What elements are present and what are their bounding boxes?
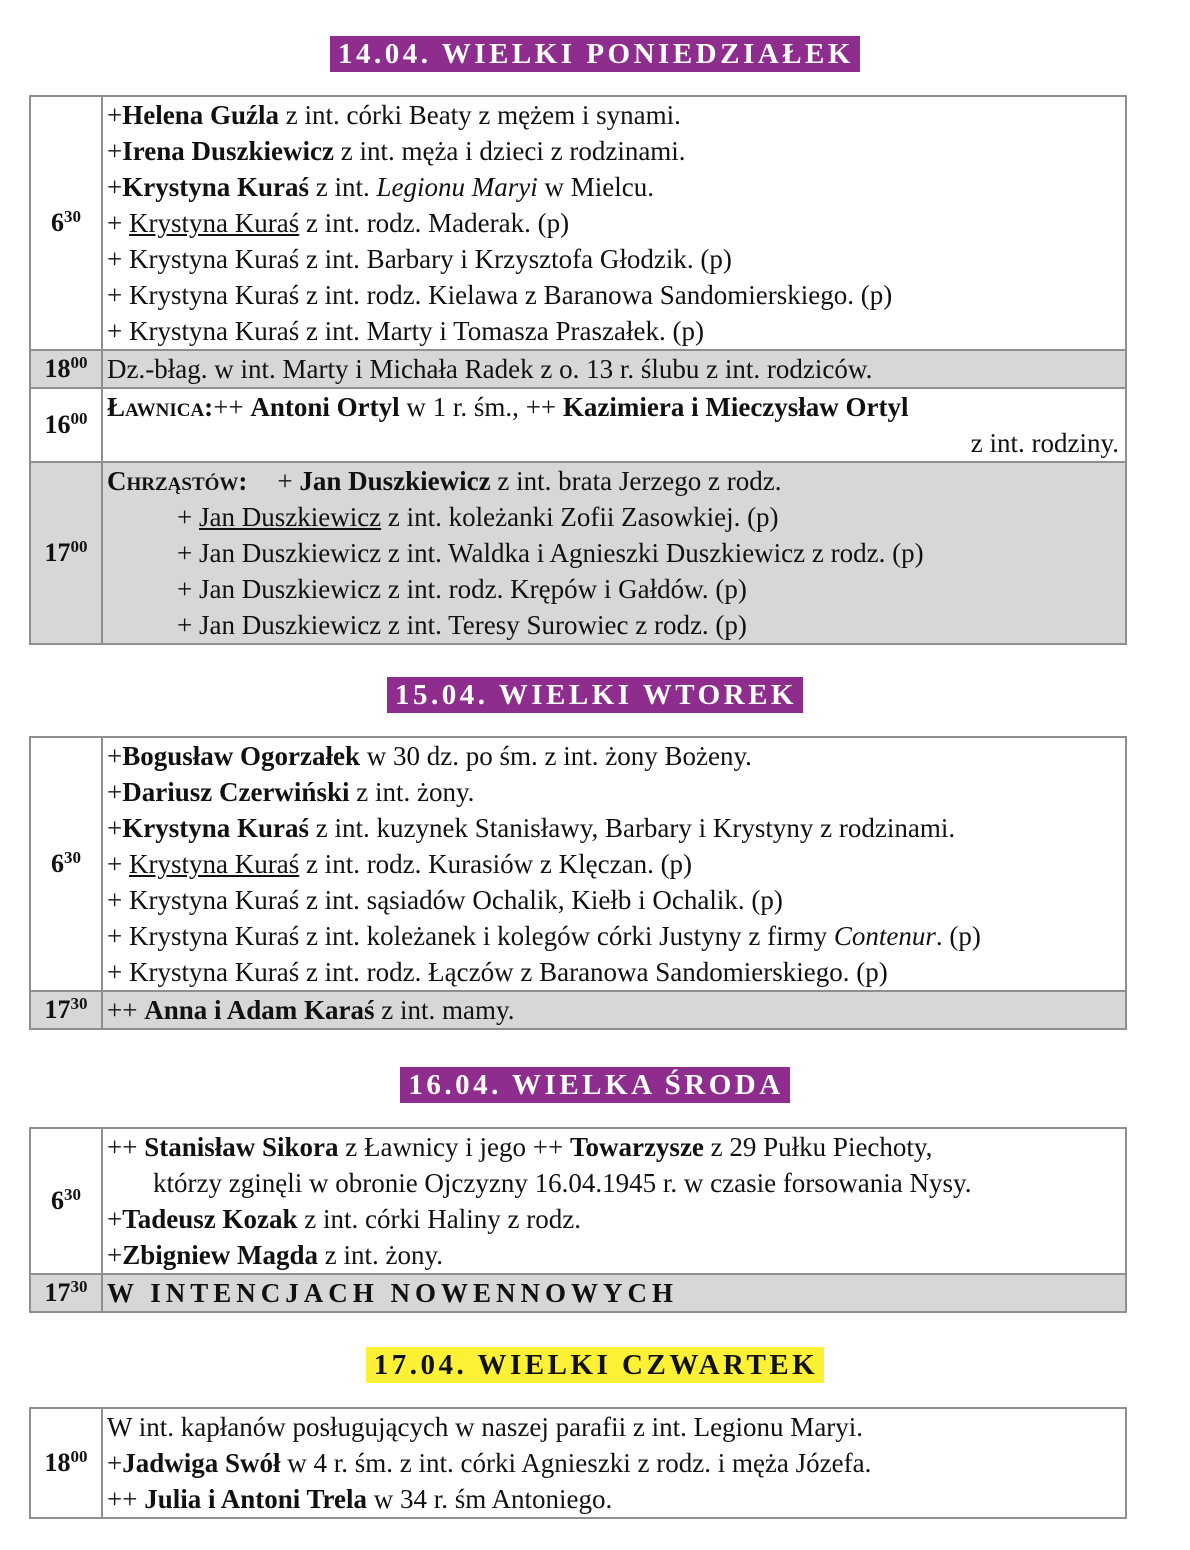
- intention-line: +Helena Guźla z int. córki Beaty z mężem i synami.: [107, 100, 681, 130]
- intention-line: Chrząstów: + Jan Duszkiewicz z int. brata Jerzego z rodz.: [107, 466, 782, 496]
- intention-line: +Jadwiga Swół w 4 r. śm. z int. córki Agnieszki z rodz. i męża Józefa.: [107, 1448, 872, 1478]
- mass-time: $6^{30}$: [30, 96, 102, 350]
- intention-line: + Krystyna Kuraś z int. rodz. Kielawa z Baranowa Sandomierskiego. (p): [107, 280, 893, 310]
- place-label: Ławnica:: [107, 392, 214, 422]
- mass-row: [30, 737, 1126, 991]
- mass-time: $16^{00}$: [30, 388, 102, 462]
- intentions-cell: [102, 388, 1126, 462]
- intentions-cell: [102, 1128, 1126, 1274]
- day-header: 15.04. WIELKI WTOREK: [387, 677, 803, 713]
- day-section-1: [0, 36, 1190, 76]
- intention-line: Ławnica:++ Antoni Ortyl w 1 r. śm., ++ Kazimiera i Mieczysław Ortyl: [107, 392, 909, 422]
- day-section-4: [0, 1347, 1190, 1387]
- intention-line: + Krystyna Kuraś z int. Marty i Tomasza Praszałek. (p): [107, 316, 704, 346]
- intentions-cell: [102, 350, 1126, 388]
- mass-row: [30, 350, 1126, 388]
- schedule-table-3: [29, 1127, 1127, 1313]
- intention-line: +Zbigniew Magda z int. żony.: [107, 1240, 443, 1270]
- intentions-cell: [102, 462, 1126, 644]
- intention-line: + Krystyna Kuraś z int. rodz. Maderak. (p): [107, 208, 570, 238]
- intention-line: + Jan Duszkiewicz z int. Waldka i Agnieszki Duszkiewicz z rodz. (p): [177, 538, 924, 568]
- mass-row: [30, 388, 1126, 462]
- mass-time: $17^{30}$: [30, 991, 102, 1029]
- day-header: 16.04. WIELKA ŚRODA: [400, 1067, 789, 1103]
- intentions-cell: [102, 991, 1126, 1029]
- intention-line: + Krystyna Kuraś z int. rodz. Łączów z Baranowa Sandomierskiego. (p): [107, 957, 888, 987]
- intention-line: +Krystyna Kuraś z int. kuzynek Stanisławy, Barbary i Krystyny z rodzinami.: [107, 813, 956, 843]
- intention-line: + Krystyna Kuraś z int. Barbary i Krzysztofa Głodzik. (p): [107, 244, 732, 274]
- mass-time: $6^{30}$: [30, 737, 102, 991]
- intention-line: + Krystyna Kuraś z int. koleżanek i kolegów córki Justyny z firmy Contenur. (p): [107, 921, 981, 951]
- mass-time: $6^{30}$: [30, 1128, 102, 1274]
- intention-line: ++ Anna i Adam Karaś z int. mamy.: [107, 995, 515, 1025]
- mass-time: $18^{00}$: [30, 350, 102, 388]
- mass-row: [30, 96, 1126, 350]
- intention-line: + Jan Duszkiewicz z int. rodz. Krępów i Gałdów. (p): [177, 574, 747, 604]
- mass-row: [30, 1274, 1126, 1312]
- schedule-table-2: [29, 736, 1127, 1030]
- intentions-cell: [102, 1274, 1126, 1312]
- intention-line: ++ Julia i Antoni Trela w 34 r. śm Antoniego.: [107, 1484, 613, 1514]
- intention-line: + Krystyna Kuraś z int. sąsiadów Ochalik, Kiełb i Ochalik. (p): [107, 885, 783, 915]
- intentions-cell: [102, 737, 1126, 991]
- place-label: Chrząstów:: [107, 466, 248, 496]
- day-section-3: [0, 1067, 1190, 1107]
- intention-line: W int. kapłanów posługujących w naszej parafii z int. Legionu Maryi.: [107, 1412, 864, 1442]
- intention-line: +Tadeusz Kozak z int. córki Haliny z rodz.: [107, 1204, 581, 1234]
- intention-line: +Irena Duszkiewicz z int. męża i dzieci z rodzinami.: [107, 136, 686, 166]
- intention-line: +Krystyna Kuraś z int. Legionu Maryi w Mielcu.: [107, 172, 654, 202]
- mass-time: $17^{00}$: [30, 462, 102, 644]
- day-header: 17.04. WIELKI CZWARTEK: [366, 1347, 824, 1383]
- mass-time: $18^{00}$: [30, 1408, 102, 1518]
- schedule-table-1: [29, 95, 1127, 645]
- mass-row: [30, 991, 1126, 1029]
- intention-line: którzy zginęli w obronie Ojczyzny 16.04.1945 r. w czasie forsowania Nysy.: [153, 1168, 972, 1198]
- intention-line: Dz.-błag. w int. Marty i Michała Radek z o. 13 r. ślubu z int. rodziców.: [107, 354, 873, 384]
- intention-line: + Jan Duszkiewicz z int. koleżanki Zofii Zasowkiej. (p): [177, 502, 779, 532]
- mass-row: [30, 462, 1126, 644]
- day-header: 14.04. WIELKI PONIEDZIAŁEK: [330, 36, 860, 72]
- mass-row: [30, 1408, 1126, 1518]
- mass-time: $17^{30}$: [30, 1274, 102, 1312]
- day-section-2: [0, 677, 1190, 717]
- intentions-cell: [102, 1408, 1126, 1518]
- mass-row: [30, 1128, 1126, 1274]
- intention-line: ++ Stanisław Sikora z Ławnicy i jego ++ Towarzysze z 29 Pułku Piechoty,: [107, 1132, 933, 1162]
- intention-line: W INTENCJACH NOWENNOWYCH: [107, 1278, 679, 1308]
- schedule-table-4: [29, 1407, 1127, 1519]
- intention-line: + Jan Duszkiewicz z int. Teresy Surowiec z rodz. (p): [177, 610, 747, 640]
- intentions-cell: [102, 96, 1126, 350]
- intention-line: +Bogusław Ogorzałek w 30 dz. po śm. z int. żony Bożeny.: [107, 741, 752, 771]
- intention-line: z int. rodziny.: [970, 428, 1119, 458]
- intention-line: +Dariusz Czerwiński z int. żony.: [107, 777, 475, 807]
- intention-line: + Krystyna Kuraś z int. rodz. Kurasiów z Klęczan. (p): [107, 849, 693, 879]
